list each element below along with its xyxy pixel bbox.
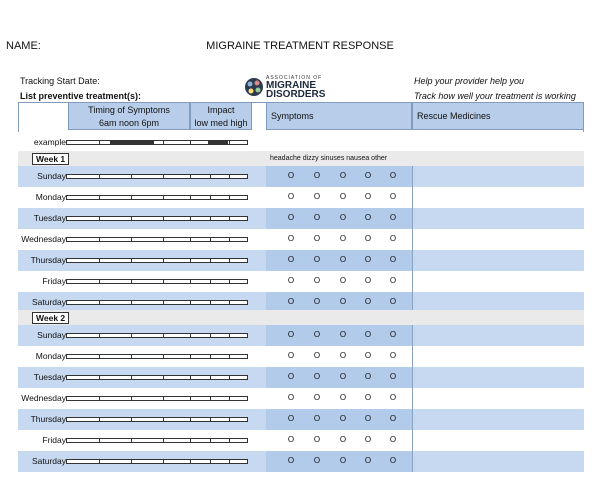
help-text-2: Track how well your treatment is working [414,91,576,101]
symptom-circle[interactable]: O [364,330,372,339]
impact-bar[interactable] [190,417,248,422]
week-1-label: Week 1 [32,153,69,165]
symptom-circle[interactable]: O [339,414,347,423]
week-1-row-sunday [18,166,584,187]
timing-bar[interactable] [66,438,196,443]
symptom-checkboxes [266,388,412,409]
timing-bar[interactable] [66,216,196,221]
symptom-circle[interactable]: O [287,276,295,285]
timing-bar[interactable] [66,417,196,422]
symptom-circle[interactable]: O [287,297,295,306]
impact-bar[interactable] [190,279,248,284]
symptom-circle[interactable]: O [339,435,347,444]
week-1-row-friday [18,271,584,292]
symptom-circle[interactable]: O [339,171,347,180]
week-2-row-thursday [18,409,584,430]
symptom-circle[interactable]: O [287,372,295,381]
symptom-circle[interactable]: O [313,276,321,285]
impact-bar[interactable] [190,195,248,200]
impact-bar[interactable] [190,459,248,464]
rescue-medicine-cell[interactable] [412,166,585,187]
symptom-circle[interactable]: O [389,372,397,381]
symptom-circle[interactable]: O [313,192,321,201]
impact-bar[interactable] [190,333,248,338]
symptom-circle[interactable]: O [287,330,295,339]
symptom-circle[interactable]: O [364,213,372,222]
symptom-circle[interactable]: O [389,330,397,339]
symptom-circle[interactable]: O [339,276,347,285]
symptom-circle[interactable]: O [313,456,321,465]
symptom-circle[interactable]: O [364,255,372,264]
symptom-checkboxes [266,208,412,229]
timing-bar[interactable] [66,195,196,200]
week-2-header [18,310,584,326]
name-label: NAME: [6,40,41,52]
timing-header [68,102,190,130]
symptom-circle[interactable]: O [287,192,295,201]
day-label: Thursday [30,255,66,265]
impact-bar[interactable] [190,258,248,263]
symptom-column-labels: headache dizzy sinuses nausea other [270,155,388,162]
symptom-circle[interactable]: O [364,276,372,285]
day-label: Friday [42,435,66,445]
symptom-circle[interactable]: O [287,255,295,264]
tracking-start-label: Tracking Start Date: [20,76,100,86]
logo-line1: MIGRAINE [266,80,316,91]
rescue-medicine-cell[interactable] [412,451,585,472]
example-timing-fill [110,141,154,144]
symptom-circle[interactable]: O [364,171,372,180]
preventive-treatment-label: List preventive treatment(s): [20,91,142,101]
week-1-row-wednesday [18,229,584,250]
symptom-circle[interactable]: O [313,435,321,444]
symptom-circle[interactable]: O [389,255,397,264]
symptom-circle[interactable]: O [389,276,397,285]
symptom-circle[interactable]: O [339,192,347,201]
week-1-row-thursday [18,250,584,271]
timing-bar[interactable] [66,258,196,263]
symptom-circle[interactable]: O [364,435,372,444]
rescue-medicine-cell[interactable] [412,229,585,250]
timing-bar[interactable] [66,279,196,284]
symptom-circle[interactable]: O [339,213,347,222]
brain-logo-icon [244,77,264,97]
timing-bar[interactable] [66,174,196,179]
timing-bar[interactable] [66,459,196,464]
symptom-circle[interactable]: O [364,297,372,306]
rescue-medicine-cell[interactable] [412,346,585,367]
timing-bar[interactable] [66,375,196,380]
symptom-circle[interactable]: O [287,393,295,402]
symptom-circle[interactable]: O [389,393,397,402]
impact-title: Impact [207,105,235,115]
rescue-medicine-cell[interactable] [412,208,585,229]
symptom-circle[interactable]: O [287,213,295,222]
week-2-row-sunday [18,325,584,346]
symptom-checkboxes [266,430,412,451]
symptom-circle[interactable]: O [389,297,397,306]
day-label: Saturday [31,297,66,307]
impact-bar[interactable] [190,438,248,443]
document-title: MIGRAINE TREATMENT RESPONSE [206,40,394,52]
week-2-row-friday [18,430,584,451]
day-label: Friday [42,276,66,286]
symptom-circle[interactable]: O [313,393,321,402]
symptom-circle[interactable]: O [389,351,397,360]
symptom-circle[interactable]: O [313,213,321,222]
logo-line2: DISORDERS [266,89,326,100]
symptom-circle[interactable]: O [287,435,295,444]
day-label: Saturday [31,456,66,466]
symptom-circle[interactable]: O [287,456,295,465]
symptom-checkboxes [266,187,412,208]
day-label: Tuesday [33,213,66,223]
symptom-circle[interactable]: O [389,213,397,222]
week-1-row-tuesday [18,208,584,229]
symptom-checkboxes [266,451,412,472]
rescue-medicine-cell[interactable] [412,250,585,271]
symptom-circle[interactable]: O [389,234,397,243]
rescue-medicine-cell[interactable] [412,325,585,346]
symptom-circle[interactable]: O [287,351,295,360]
symptom-circle[interactable]: O [313,297,321,306]
symptom-circle[interactable]: O [389,171,397,180]
symptom-circle[interactable]: O [389,435,397,444]
symptom-circle[interactable]: O [364,372,372,381]
symptom-circle[interactable]: O [313,372,321,381]
rescue-medicine-cell[interactable] [412,430,585,451]
week-2-row-wednesday [18,388,584,409]
week-2-row-saturday [18,451,584,472]
week-1-row-monday [18,187,584,208]
rescue-medicine-cell[interactable] [412,388,585,409]
timing-bar[interactable] [66,300,196,305]
logo-small-text: ASSOCIATION OF [266,75,323,81]
rescue-title: Rescue Medicines [417,111,491,121]
impact-bar[interactable] [190,354,248,359]
timing-bar[interactable] [66,396,196,401]
rescue-medicine-cell[interactable] [412,187,585,208]
symptom-circle[interactable]: O [339,297,347,306]
week-2-label: Week 2 [32,312,69,324]
symptom-circle[interactable]: O [364,393,372,402]
symptom-circle[interactable]: O [364,192,372,201]
symptom-checkboxes [266,367,412,388]
symptom-circle[interactable]: O [364,234,372,243]
timing-scale: 6am noon 6pm [98,118,160,128]
impact-bar[interactable] [190,375,248,380]
symptoms-title: Symptoms [271,111,314,121]
rescue-medicine-cell[interactable] [412,271,585,292]
symptom-checkboxes [266,346,412,367]
symptom-checkboxes [266,409,412,430]
symptom-circle[interactable]: O [389,414,397,423]
impact-scale: low med high [194,118,248,128]
day-label: Monday [35,192,66,202]
example-impact-fill [208,141,228,144]
week-2-row-tuesday [18,367,584,388]
symptom-checkboxes [266,250,412,271]
symptom-circle[interactable]: O [364,414,372,423]
symptom-circle[interactable]: O [389,192,397,201]
symptom-circle[interactable]: O [313,234,321,243]
timing-bar[interactable] [66,237,196,242]
symptom-circle[interactable]: O [287,234,295,243]
symptom-circle[interactable]: O [287,414,295,423]
impact-bar[interactable] [190,237,248,242]
amd-logo [244,75,334,99]
symptom-circle[interactable]: O [339,351,347,360]
day-label: Wednesday [21,234,66,244]
symptom-circle[interactable]: O [339,372,347,381]
impact-bar[interactable] [190,174,248,179]
day-label: Thursday [30,414,66,424]
timing-title: Timing of Symptoms [88,105,170,115]
day-label: Tuesday [33,372,66,382]
impact-bar[interactable] [190,396,248,401]
symptom-circle[interactable]: O [364,351,372,360]
symptom-circle[interactable]: O [339,234,347,243]
symptom-circle[interactable]: O [313,351,321,360]
symptom-checkboxes [266,325,412,346]
rescue-medicine-cell[interactable] [412,367,585,388]
symptom-circle[interactable]: O [339,255,347,264]
rescue-medicine-cell[interactable] [412,409,585,430]
timing-bar[interactable] [66,354,196,359]
example-row [18,132,584,153]
symptom-circle[interactable]: O [313,255,321,264]
rescue-header [412,102,584,130]
example-label: example [33,137,66,147]
day-label: Monday [35,351,66,361]
symptom-circle[interactable]: O [339,330,347,339]
symptom-checkboxes [266,229,412,250]
symptom-circle[interactable]: O [339,393,347,402]
symptom-circle[interactable]: O [313,330,321,339]
week-2-row-monday [18,346,584,367]
symptom-checkboxes [266,166,412,187]
impact-bar[interactable] [190,300,248,305]
symptom-circle[interactable]: O [313,171,321,180]
help-text-1: Help your provider help you [414,76,525,86]
timing-bar[interactable] [66,333,196,338]
impact-bar[interactable] [190,216,248,221]
day-label: Sunday [37,330,66,340]
symptom-circle[interactable]: O [313,414,321,423]
impact-header [190,102,252,130]
symptom-circle[interactable]: O [287,171,295,180]
day-label: Sunday [37,171,66,181]
symptom-checkboxes [266,271,412,292]
symptom-circle[interactable]: O [389,456,397,465]
symptom-circle[interactable]: O [339,456,347,465]
day-label: Wednesday [21,393,66,403]
symptoms-header [266,102,412,130]
symptom-circle[interactable]: O [364,456,372,465]
